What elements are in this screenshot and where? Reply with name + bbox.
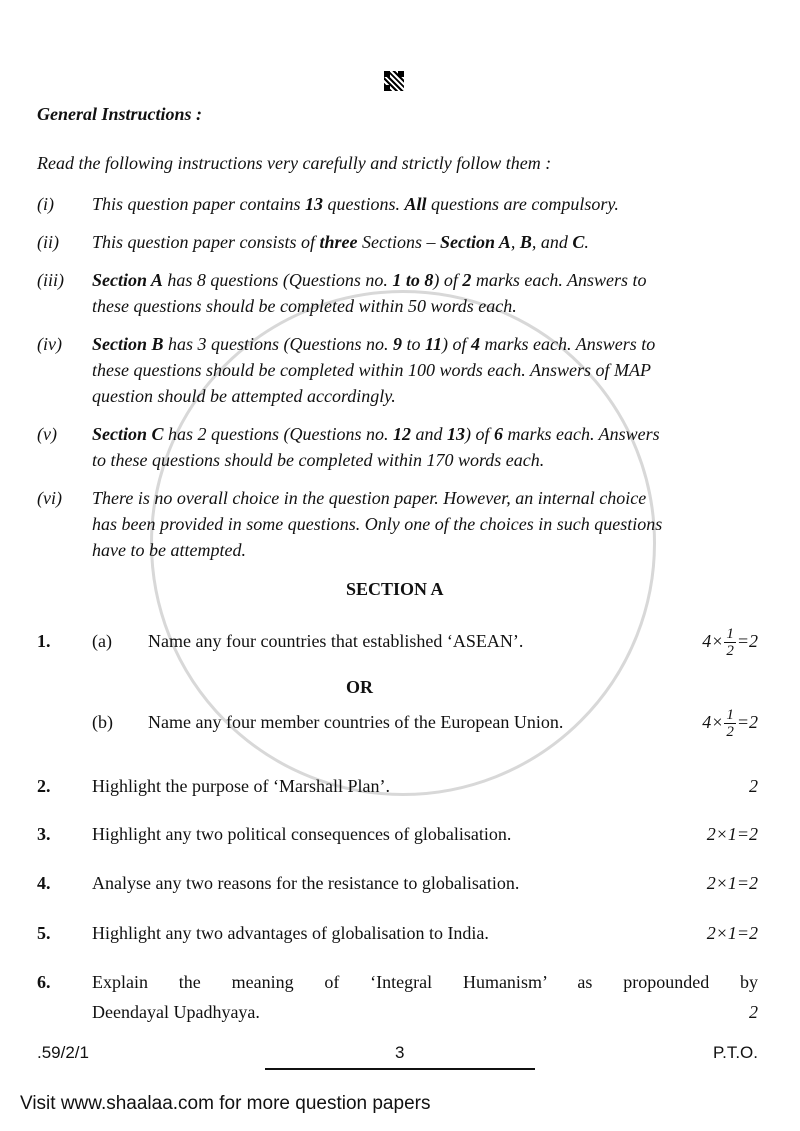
instruction-text: Section C has 2 questions (Questions no. 12 and 13) of 6 marks each. Answers xyxy=(92,424,660,444)
general-instructions-heading: General Instructions : xyxy=(37,104,203,124)
instruction-text: This question paper consists of three Sections – Section A, B, and C. xyxy=(92,232,589,252)
question-number: 2. xyxy=(37,776,51,796)
question-text: Name any four countries that established ‘ASEAN’. xyxy=(148,631,524,651)
question-marks: 2×1=2 xyxy=(706,873,758,893)
question-number: 6. xyxy=(37,972,51,992)
question-marks: 2 xyxy=(749,776,758,796)
question-marks: 2×1=2 xyxy=(706,824,758,844)
instruction-number: (iii) xyxy=(37,270,64,290)
qr-code-icon xyxy=(384,71,404,91)
instruction-number: (iv) xyxy=(37,334,62,354)
section-a-title: SECTION A xyxy=(346,579,444,599)
question-number: 3. xyxy=(37,824,51,844)
instruction-text: has been provided in some questions. Only one of the choices in such questions xyxy=(92,514,663,534)
question-number: 1. xyxy=(37,631,51,651)
question-marks: 4× $\frac{1}{2}$ =2 xyxy=(702,707,758,741)
instruction-text: these questions should be completed within 100 words each. Answers of MAP xyxy=(92,360,651,380)
question-text: Name any four member countries of the European Union. xyxy=(148,712,564,732)
instruction-number: (vi) xyxy=(37,488,62,508)
instruction-text: to these questions should be completed within 170 words each. xyxy=(92,450,545,470)
instruction-text: There is no overall choice in the question paper. However, an internal choice xyxy=(92,488,647,508)
question-marks: 4× $\frac{1}{2}$ =2 xyxy=(702,626,758,660)
instruction-text: question should be attempted accordingly. xyxy=(92,386,396,406)
question-number: 5. xyxy=(37,923,51,943)
instruction-number: (v) xyxy=(37,424,57,444)
question-text: Highlight the purpose of ‘Marshall Plan’. xyxy=(92,776,390,796)
paper-code: .59/2/1 xyxy=(37,1043,89,1062)
pto-label: P.T.O. xyxy=(712,1043,758,1062)
instruction-number: (ii) xyxy=(37,232,59,252)
question-marks: 2×1=2 xyxy=(706,923,758,943)
option-label: (b) xyxy=(92,712,113,732)
question-number: 4. xyxy=(37,873,51,893)
page-number: 3 xyxy=(395,1043,405,1062)
instruction-text: Section B has 3 questions (Questions no. 9 to 11) of 4 marks each. Answers to xyxy=(92,334,656,354)
question-marks: 2 xyxy=(749,1002,758,1022)
instructions-intro: Read the following instructions very carefully and strictly follow them : xyxy=(37,153,552,173)
instruction-text: This question paper contains 13 questions. All questions are compulsory. xyxy=(92,194,619,214)
or-divider: OR xyxy=(346,677,373,697)
instruction-number: (i) xyxy=(37,194,54,214)
question-text: Explain the meaning of ‘Integral Humanism’ as propounded by xyxy=(92,972,758,992)
question-text: Highlight any two advantages of globalisation to India. xyxy=(92,923,489,943)
instruction-text: these questions should be completed within 50 words each. xyxy=(92,296,517,316)
footer-rule xyxy=(265,1068,535,1070)
question-text: Analyse any two reasons for the resistance to globalisation. xyxy=(92,873,520,893)
question-text: Deendayal Upadhyaya. xyxy=(92,1002,260,1022)
instruction-text: Section A has 8 questions (Questions no. 1 to 8) of 2 marks each. Answers to xyxy=(92,270,647,290)
instruction-text: have to be attempted. xyxy=(92,540,246,560)
question-text: Highlight any two political consequences of globalisation. xyxy=(92,824,512,844)
option-label: (a) xyxy=(92,631,112,651)
visit-link[interactable]: Visit www.shaalaa.com for more question papers xyxy=(20,1093,431,1114)
